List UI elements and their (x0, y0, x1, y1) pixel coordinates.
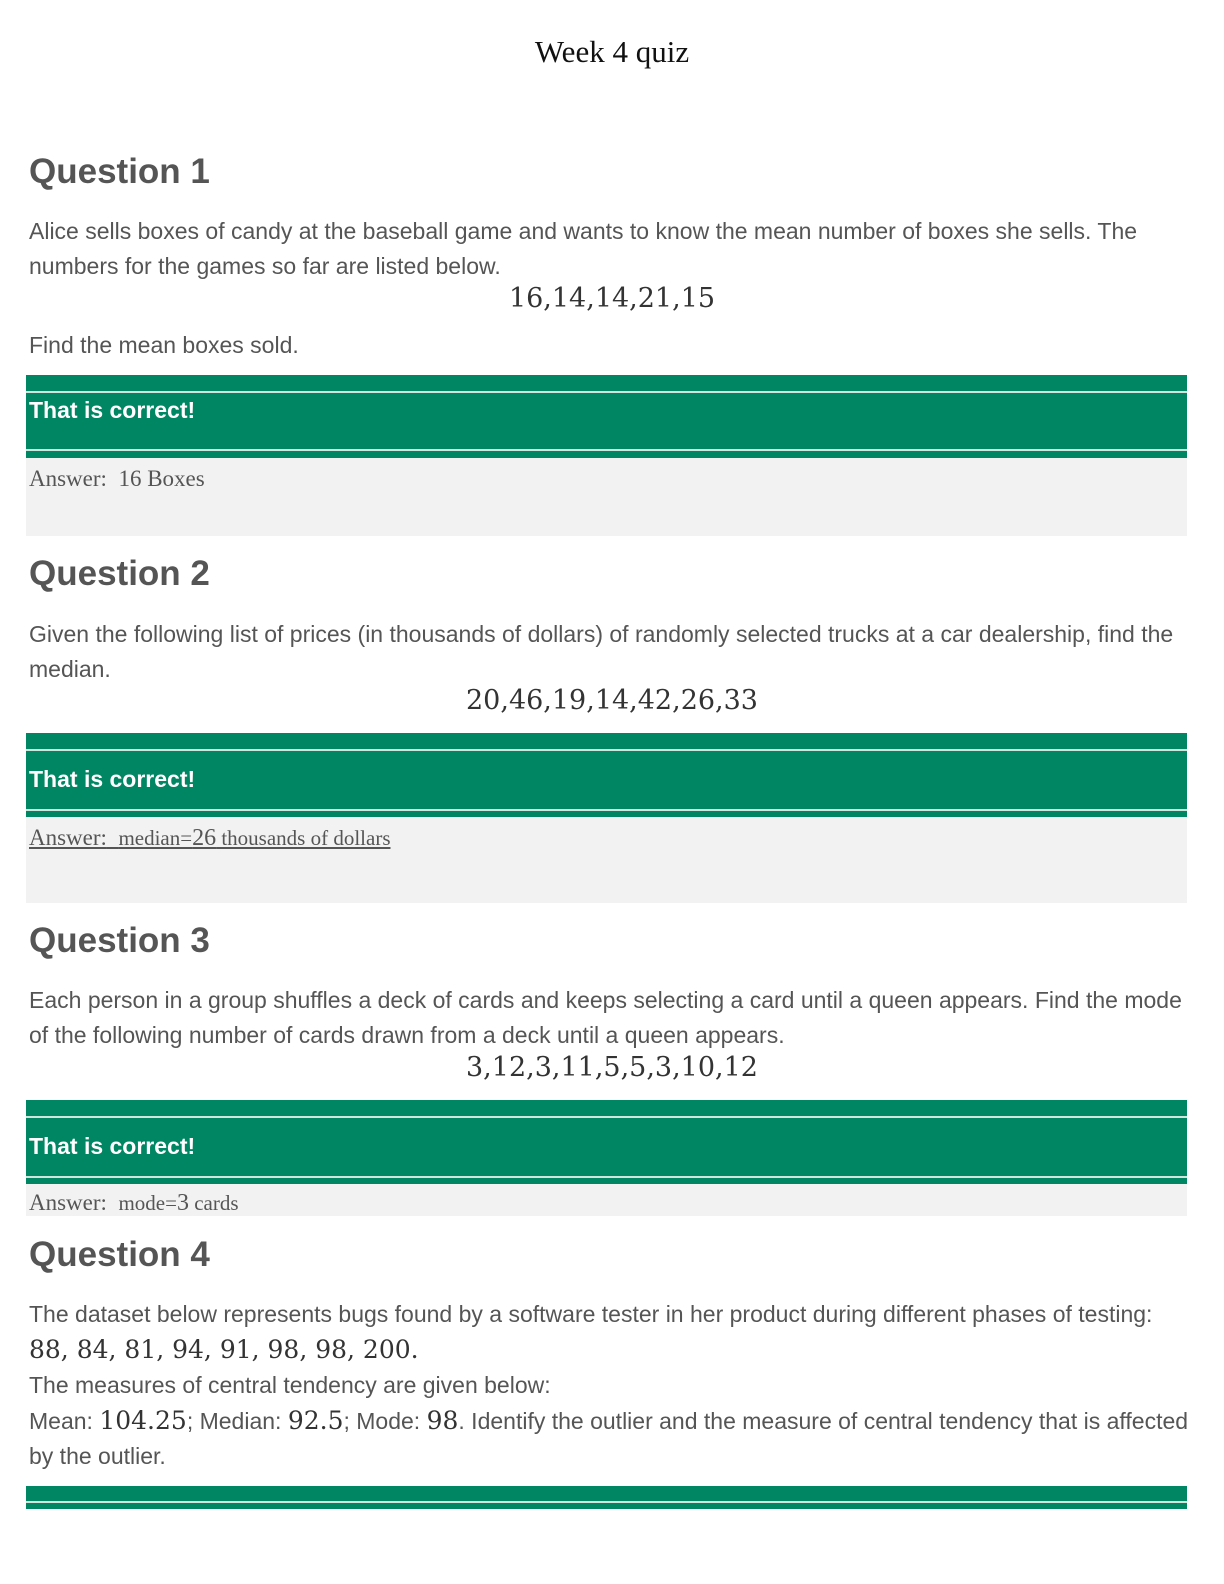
feedback-banner-2 (26, 733, 1187, 817)
question-4-period: . (410, 1335, 419, 1364)
feedback-banner-1 (26, 375, 1187, 458)
mean-value: 104.25 (99, 1406, 187, 1435)
answer-prefix: Answer: (29, 825, 107, 850)
answer-value-unit: thousands of dollars (216, 826, 391, 850)
answer-line-1 (29, 466, 205, 492)
question-2-data: 20,46,19,14,42,26,33 (466, 685, 758, 716)
answer-line-2 (29, 825, 391, 852)
median-label: ; Median: (186, 1408, 288, 1434)
mode-label: ; Mode: (343, 1408, 427, 1434)
question-3-text: Each person in a group shuffles a deck of cards and keeps selecting a card until a queen appears. Find the mode of the following number of cards drawn from a deck until a queen appears. (29, 987, 1182, 1048)
feedback-banner-3 (26, 1100, 1187, 1184)
question-4-heading: Question 4 (29, 1235, 210, 1274)
question-3-heading: Question 3 (29, 921, 210, 960)
question-1-data: 16,14,14,21,15 (508, 283, 716, 314)
answer-value-prefix: mode= (118, 1191, 177, 1215)
question-3-data: 3,12,3,11,5,5,3,10,12 (466, 1052, 758, 1083)
answer-value: 16 Boxes (118, 466, 205, 491)
question-4-measures-intro: The measures of central tendency are given below: (29, 1372, 551, 1398)
feedback-label: That is correct! (29, 397, 196, 423)
mode-value: 98 (426, 1406, 459, 1435)
question-4-measures (29, 1403, 1189, 1474)
question-4-instruction: . Identify the outlier and the measure of central tendency that is affected by the outlier. (29, 1408, 1189, 1469)
answer-line-3 (29, 1190, 239, 1217)
answer-box-3 (26, 1184, 1187, 1216)
question-1-prompt: Find the mean boxes sold. (29, 332, 299, 358)
question-1-heading: Question 1 (29, 152, 210, 191)
feedback-label: That is correct! (29, 1133, 196, 1159)
answer-value-number: 26 (192, 825, 217, 851)
answer-value-number: 3 (176, 1190, 189, 1216)
question-4-data: 88, 84, 81, 94, 91, 98, 98, 200 (29, 1335, 411, 1364)
answer-box-2 (26, 817, 1187, 903)
median-value: 92.5 (287, 1406, 344, 1435)
answer-value-prefix: median= (118, 826, 193, 850)
answer-prefix: Answer: (29, 466, 107, 491)
question-2-heading: Question 2 (29, 554, 210, 593)
question-4-text-intro: The dataset below represents bugs found by a software tester in her product during different phases of testing: (29, 1301, 1153, 1327)
feedback-label: That is correct! (29, 766, 196, 792)
question-4-text (29, 1297, 1189, 1368)
question-2-text: Given the following list of prices (in thousands of dollars) of randomly selected trucks at a car dealership, find the median. (29, 621, 1174, 682)
question-1-text: Alice sells boxes of candy at the baseball game and wants to know the mean number of boxes she sells. The numbers for the games so far are listed below. (29, 218, 1138, 279)
page-title: Week 4 quiz (534, 34, 690, 69)
answer-value-unit: cards (188, 1191, 239, 1215)
answer-box-1 (26, 458, 1187, 536)
mean-label: Mean: (29, 1408, 100, 1434)
feedback-banner-4 (26, 1486, 1187, 1509)
answer-prefix: Answer: (29, 1190, 107, 1215)
